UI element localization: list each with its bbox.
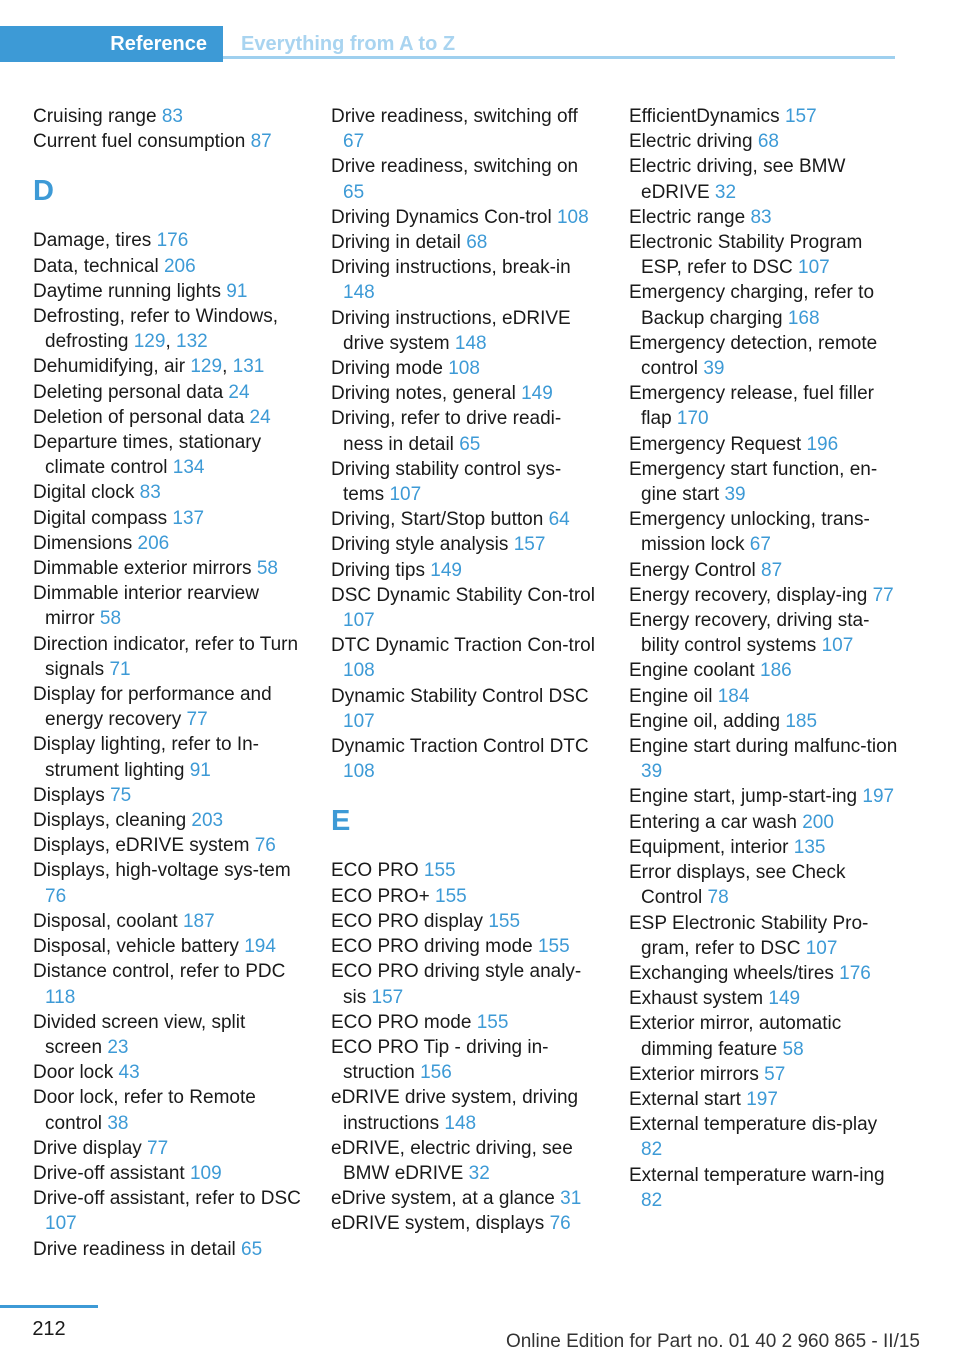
index-column-1 (33, 104, 303, 1262)
index-entry-term: External temperature dis‐play (629, 1114, 878, 1136)
index-entry (629, 558, 899, 583)
index-entry (33, 732, 303, 782)
index-entry-term: Driving mode (331, 358, 443, 380)
index-entry (33, 1161, 303, 1186)
index-entry (331, 381, 601, 406)
page-reference-link[interactable]: 148 (343, 282, 375, 304)
page-reference-link[interactable]: 149 (430, 559, 462, 581)
index-entry (629, 381, 899, 431)
index-entry (629, 911, 899, 961)
page-reference-link[interactable]: 82 (641, 1139, 663, 1161)
index-entry: Dehumidifying, air 129, 131 (33, 356, 265, 378)
index-entry-term: Engine oil, adding (629, 710, 781, 732)
index-entry (33, 506, 303, 531)
index-entry-term: Driving in detail (331, 232, 461, 254)
page-reference-link[interactable]: 155 (537, 936, 570, 958)
page-reference-link[interactable]: 91 (226, 280, 248, 302)
page-reference-link[interactable]: 155 (423, 860, 456, 882)
index-entry-term: ECO PRO driving mode (331, 936, 533, 958)
index-entry (33, 1136, 303, 1161)
page-reference-link[interactable]: 184 (717, 685, 750, 707)
index-entry (33, 254, 303, 279)
index-entry-term: Engine start, jump-start‐ing (629, 786, 858, 808)
index-entry-term: ECO PRO Tip - driving in‐struction (331, 1036, 549, 1084)
index-entry (33, 1186, 303, 1236)
page-reference-link[interactable]: 157 (513, 534, 546, 556)
index-entry (629, 104, 899, 129)
page-reference-link[interactable]: 197 (862, 786, 895, 808)
index-entry (629, 507, 899, 557)
page-reference-link[interactable]: 77 (147, 1137, 169, 1159)
index-entry (33, 279, 303, 304)
index-entry (331, 858, 601, 883)
index-entry (33, 858, 303, 908)
page-reference-link[interactable]: 197 (746, 1088, 778, 1110)
index-entry-term: Electric driving (629, 131, 753, 153)
page-reference-link[interactable]: 39 (703, 358, 725, 380)
index-entry (331, 406, 601, 456)
page-reference-link[interactable]: 87 (250, 131, 272, 153)
page-reference-link[interactable]: 155 (488, 910, 521, 932)
index-entry-term: Disposal, vehicle battery (33, 936, 239, 958)
index-entry-term: Cruising range (33, 106, 157, 127)
index-entry-term: Driving notes, general (331, 383, 516, 405)
index-entry (331, 934, 601, 959)
index-entry (331, 205, 601, 230)
page-reference-link[interactable]: 108 (343, 761, 375, 783)
index-entry (629, 658, 899, 683)
page-reference-link[interactable]: 107 (805, 937, 838, 959)
page-reference-link[interactable]: 83 (750, 206, 772, 228)
index-entry (331, 532, 601, 557)
subsection-title: Everything from A to Z (223, 26, 895, 59)
index-entry (33, 581, 303, 631)
index-entry-term: ECO PRO display (331, 910, 484, 932)
index-entry-term: Deletion of personal data (33, 406, 245, 428)
index-entry-term: Door lock (33, 1062, 114, 1084)
page-reference-link[interactable]: 206 (163, 255, 196, 277)
page-reference-link[interactable]: 67 (343, 131, 365, 153)
index-entry (33, 783, 303, 808)
page-reference-link[interactable]: 149 (521, 383, 553, 405)
page-reference-link[interactable]: 65 (459, 433, 481, 455)
index-entry-term: Defrosting, refer to Windows, defrosting (33, 306, 278, 353)
index-entry-term: Drive-off assistant (33, 1162, 185, 1184)
index-entry-term: Drive readiness, switching off (331, 106, 578, 127)
index-entry-term: Digital compass (33, 507, 168, 529)
index-entry-term: Dehumidifying, air (33, 356, 186, 378)
index-entry-term: ESP Electronic Stability Pro‐gram, refer to DSC (629, 912, 869, 959)
index-entry (629, 608, 899, 658)
index-entry-term: Current fuel consumption (33, 131, 246, 153)
page-reference-link[interactable]: 108 (343, 660, 375, 682)
index-entry (33, 833, 303, 858)
page-reference-link[interactable]: 76 (549, 1213, 571, 1235)
index-entry-term: External start (629, 1088, 741, 1110)
page-reference-link[interactable]: 76 (254, 835, 276, 857)
page-reference-link[interactable]: 76 (45, 885, 67, 907)
page-reference-link[interactable]: 206 (137, 532, 170, 554)
index-entry-term: Dimmable exterior mirrors (33, 558, 252, 580)
page-reference-link[interactable]: 118 (45, 986, 76, 1008)
index-entry (331, 1186, 601, 1211)
index-entry-term: Exhaust system (629, 988, 764, 1010)
index-entry (331, 633, 601, 683)
index-entry-term: Electronic Stability Program ESP, refer to DSC (629, 232, 863, 279)
page-reference-link[interactable]: 203 (191, 810, 224, 832)
index-entry (33, 1010, 303, 1060)
page-reference-link[interactable]: 77 (186, 709, 208, 731)
index-entry (629, 583, 899, 608)
page-reference-link[interactable]: 135 (793, 836, 826, 858)
page-reference-link[interactable]: 186 (760, 660, 792, 682)
page-reference-link[interactable]: 32 (714, 181, 737, 203)
index-entry (331, 959, 601, 1009)
page-reference-link[interactable]: 31 (560, 1188, 582, 1210)
index-entry (629, 432, 899, 457)
index-entry (629, 784, 899, 809)
index-entry-term: Deleting personal data (33, 381, 224, 403)
page-reference-link[interactable]: 87 (761, 559, 783, 581)
index-entry-term: ECO PRO driving style analy‐sis (331, 961, 582, 1008)
index-entry-term: Data, technical (33, 255, 159, 277)
index-entry (331, 1085, 601, 1135)
index-entry-term: Equipment, interior (629, 836, 789, 858)
index-entry-term: Divided screen view, split screen (33, 1011, 246, 1058)
page-reference-link[interactable]: 108 (448, 358, 480, 380)
page-reference-link[interactable]: 148 (444, 1112, 477, 1134)
index-entry-term: Exchanging wheels/tires (629, 962, 834, 984)
page-reference-link[interactable]: 107 (821, 635, 854, 657)
index-entry-term: Exterior mirrors (629, 1063, 759, 1085)
index-entry-term: Driving instructions, eDRIVE drive system (331, 307, 571, 354)
index-entry (629, 1163, 899, 1213)
index-entry (331, 1035, 601, 1085)
index-entry (33, 430, 303, 480)
page-reference-link[interactable]: 39 (641, 761, 663, 783)
page-reference-link[interactable]: 156 (420, 1062, 452, 1084)
page-reference-link[interactable]: 58 (99, 608, 122, 630)
index-entry (33, 104, 303, 129)
index-entry-term: Electric driving, see BMW eDRIVE (629, 156, 846, 203)
page-reference-link[interactable]: 148 (454, 332, 487, 354)
index-entry (33, 228, 303, 253)
index-entry-term: Driving, refer to drive readi‐ness in detail (331, 408, 562, 455)
index-column-3 (629, 104, 899, 1213)
page-reference-link[interactable]: 137 (172, 507, 205, 529)
index-entry (629, 810, 899, 835)
page-reference-link[interactable]: 64 (548, 509, 570, 531)
index-entry (331, 558, 601, 583)
index-entry-term: Driving tips (331, 559, 425, 581)
index-entry-term: Emergency charging, refer to Backup charging (629, 282, 875, 329)
page-reference-link[interactable]: 83 (161, 106, 183, 127)
index-entry-term: Displays, cleaning (33, 810, 187, 832)
index-entry (629, 1087, 899, 1112)
index-entry (629, 734, 899, 784)
index-entry (331, 909, 601, 934)
index-entry-term: eDrive system, at a glance (331, 1188, 555, 1210)
index-entry (331, 884, 601, 909)
index-entry (33, 808, 303, 833)
index-entry-term: eDRIVE system, displays (331, 1213, 545, 1235)
page-reference-link[interactable]: 68 (757, 131, 779, 153)
index-entry (331, 684, 601, 734)
page-reference-link[interactable]: 157 (784, 106, 817, 127)
index-entry-term: Entering a car wash (629, 811, 797, 833)
page-reference-link[interactable]: 108 (556, 206, 589, 228)
page-reference-link[interactable]: 155 (435, 885, 467, 907)
index-entry (629, 860, 899, 910)
page-reference-link[interactable]: 57 (764, 1063, 786, 1085)
index-entry (331, 104, 601, 154)
page-reference-link[interactable]: 107 (45, 1213, 77, 1235)
index-entry-term: Drive-off assistant, refer to DSC (33, 1188, 301, 1210)
page-reference-link[interactable]: 71 (109, 658, 131, 680)
index-entry-term: EfficientDynamics (629, 106, 780, 127)
index-entry-term: Displays, eDRIVE system (33, 835, 250, 857)
index-entry-term: Disposal, coolant (33, 910, 178, 932)
page-reference-link[interactable]: 24 (228, 381, 250, 403)
index-entry (331, 457, 601, 507)
page-reference-link[interactable]: 107 (389, 484, 422, 506)
page-reference-link[interactable]: 196 (806, 433, 839, 455)
page-reference-link[interactable]: 129 (133, 331, 166, 353)
index-entry-term: Driving style analysis (331, 534, 509, 556)
index-entry (33, 909, 303, 934)
index-entry-term: Distance control, refer to PDC (33, 961, 286, 983)
index-entry (331, 306, 601, 356)
page-reference-link[interactable]: 200 (802, 811, 834, 833)
index-entry (629, 1011, 899, 1061)
index-entry-term: DSC Dynamic Stability Con‐trol (331, 584, 595, 606)
edition-note: Online Edition for Part no. 01 40 2 960 865 - II/15 (505, 1331, 920, 1352)
index-letter-heading: D (33, 175, 54, 208)
index-entry-term: Damage, tires (33, 230, 152, 252)
index-entry-term: Engine start during malfunc‐tion (629, 736, 898, 758)
index-entry-term: ECO PRO (331, 860, 419, 882)
page-reference-link[interactable]: 107 (798, 257, 830, 279)
page-reference-link[interactable]: 58 (256, 558, 278, 580)
index-entry-term: Drive readiness in detail (33, 1238, 236, 1260)
page-reference-link[interactable]: 168 (787, 307, 820, 329)
page-reference-link[interactable]: 78 (707, 887, 729, 909)
index-entry (33, 682, 303, 732)
index-entry (331, 230, 601, 255)
page-reference-link[interactable]: 39 (724, 484, 746, 506)
index-entry (629, 1062, 899, 1087)
index-entry (331, 734, 601, 784)
index-entry (331, 154, 601, 204)
index-entry-term: Displays (33, 784, 105, 806)
page-reference-link[interactable]: 157 (371, 986, 404, 1008)
index-entry (33, 380, 303, 405)
page-number: 212 (32, 1318, 66, 1340)
index-entry-term: Electric range (629, 206, 746, 228)
index-entry-term: Dynamic Stability Control DSC (331, 685, 589, 707)
index-entry (629, 129, 899, 154)
index-entry (331, 255, 601, 305)
index-entry-term: Emergency Request (629, 433, 802, 455)
index-entry-term: Drive readiness, switching on (331, 156, 579, 178)
index-entry-term: Driving instructions, break-in (331, 257, 571, 279)
index-entry-term: DTC Dynamic Traction Con‐trol (331, 635, 595, 657)
index-entry (33, 934, 303, 959)
page-reference-link[interactable]: 91 (189, 759, 211, 781)
page-reference-link[interactable]: 131 (232, 356, 265, 378)
page-reference-link[interactable]: 58 (782, 1038, 804, 1060)
index-entry-term: ECO PRO+ (331, 885, 430, 907)
index-entry (33, 1085, 303, 1135)
index-entry-term: Display for performance and energy recovery (33, 684, 272, 731)
page-reference-link[interactable]: 109 (189, 1162, 222, 1184)
index-entry-term: Energy Control (629, 559, 756, 581)
index-letter-heading: E (331, 805, 351, 838)
index-entry (629, 230, 899, 280)
page-reference-link[interactable]: 83 (139, 482, 161, 504)
index-entry (331, 1010, 601, 1035)
index-entry (629, 835, 899, 860)
index-entry-term: Dimensions (33, 532, 133, 554)
page-reference-link[interactable]: 65 (241, 1238, 263, 1260)
index-entry-term: Energy recovery, display‐ing (629, 584, 868, 606)
index-entry (33, 405, 303, 430)
page-reference-link[interactable]: 176 (839, 962, 871, 984)
page-reference-link[interactable]: 38 (107, 1112, 129, 1134)
section-tab: Reference (0, 26, 223, 62)
page-reference-link[interactable]: 187 (182, 910, 215, 932)
index-entry (629, 961, 899, 986)
index-entry-term: ECO PRO mode (331, 1011, 472, 1033)
index-entry (629, 684, 899, 709)
index-entry-term: Emergency detection, remote control (629, 332, 878, 380)
index-entry (33, 556, 303, 581)
page-reference-link[interactable]: 43 (118, 1062, 140, 1084)
index-entry-term: Driving stability control sys‐tems (331, 458, 562, 506)
index-entry-term: External temperature warn‐ing (629, 1164, 885, 1186)
index-entry (629, 331, 899, 381)
index-entry-term: Departure times, stationary climate control (33, 432, 262, 479)
index-entry-term: Display lighting, refer to In‐strument lighting (33, 734, 259, 781)
index-entry: Defrosting, refer to Windows, defrosting 129, 132 (33, 306, 278, 353)
index-entry-term: Door lock, refer to Remote control (33, 1087, 256, 1134)
index-entry-term: Exterior mirror, automatic dimming feature (629, 1013, 842, 1060)
page-reference-link[interactable]: 82 (641, 1189, 663, 1211)
index-entry (331, 583, 601, 633)
page-reference-link[interactable]: 67 (749, 534, 771, 556)
page-reference-link[interactable]: 194 (244, 936, 276, 958)
index-entry (629, 154, 899, 204)
page-reference-link[interactable]: 132 (176, 331, 208, 353)
index-entry-term: Direction indicator, refer to Turn signals (33, 633, 299, 680)
footer-rule (0, 1305, 98, 1308)
page-reference-link[interactable]: 129 (190, 356, 223, 378)
index-entry (629, 1112, 899, 1162)
index-entry-term: Emergency unlocking, trans‐mission lock (629, 509, 870, 556)
index-entry (331, 1211, 601, 1236)
page-header (0, 26, 895, 62)
page-reference-link[interactable]: 75 (110, 784, 132, 806)
index-entry (629, 986, 899, 1011)
index-entry-term: eDRIVE drive system, driving instructions (331, 1087, 579, 1134)
index-entry (33, 531, 303, 556)
index-entry (331, 356, 601, 381)
index-entry-term: Drive display (33, 1137, 142, 1159)
index-entry (33, 1237, 303, 1262)
index-entry-term: Engine coolant (629, 660, 755, 682)
index-entry (33, 959, 303, 1009)
page-reference-link[interactable]: 134 (172, 457, 205, 479)
page-reference-link[interactable]: 24 (249, 406, 271, 428)
index-column-2 (331, 104, 601, 1237)
index-entry-term: Energy recovery, driving sta‐bility control systems (629, 610, 870, 657)
page-reference-link[interactable]: 65 (343, 181, 365, 203)
index-entry (629, 457, 899, 507)
page-reference-link[interactable]: 185 (785, 710, 818, 732)
index-entry-term: Dimmable interior rearview mirror (33, 583, 259, 630)
page-reference-link[interactable]: 23 (107, 1036, 129, 1058)
index-entry (33, 632, 303, 682)
index-entry-term: eDRIVE, electric driving, see BMW eDRIVE (331, 1137, 573, 1184)
page-reference-link[interactable]: 176 (156, 230, 189, 252)
index-entry-term: Digital clock (33, 482, 135, 504)
index-entry-term: Error displays, see Check Control (629, 862, 846, 909)
index-entry (629, 205, 899, 230)
page-reference-link[interactable]: 77 (872, 584, 894, 606)
page-reference-link[interactable]: 107 (343, 610, 375, 632)
index-entry (33, 129, 303, 154)
index-entry-term: Driving, Start/Stop button (331, 509, 544, 531)
page-reference-link[interactable]: 149 (768, 988, 801, 1010)
index-entry (331, 1136, 601, 1186)
page-reference-link[interactable]: 107 (343, 710, 375, 732)
index-entry-term: Emergency start function, en‐gine start (629, 458, 878, 506)
page-reference-link[interactable]: 32 (468, 1162, 490, 1184)
index-entry-term: Driving Dynamics Con‐trol (331, 206, 552, 228)
index-entry-term: Daytime running lights (33, 280, 221, 302)
index-entry (33, 1060, 303, 1085)
page-reference-link[interactable]: 170 (676, 408, 709, 430)
index-entry (33, 480, 303, 505)
index-entry-term: Dynamic Traction Control DTC (331, 736, 589, 758)
page-reference-link[interactable]: 68 (466, 232, 488, 254)
index-entry-term: Emergency release, fuel filler flap (629, 383, 874, 430)
index-entry (629, 709, 899, 734)
index-entry-term: Engine oil (629, 685, 713, 707)
page-reference-link[interactable]: 155 (476, 1011, 509, 1033)
index-entry-term: Displays, high-voltage sys‐tem (33, 860, 291, 882)
index-entry (629, 280, 899, 330)
index-entry (331, 507, 601, 532)
